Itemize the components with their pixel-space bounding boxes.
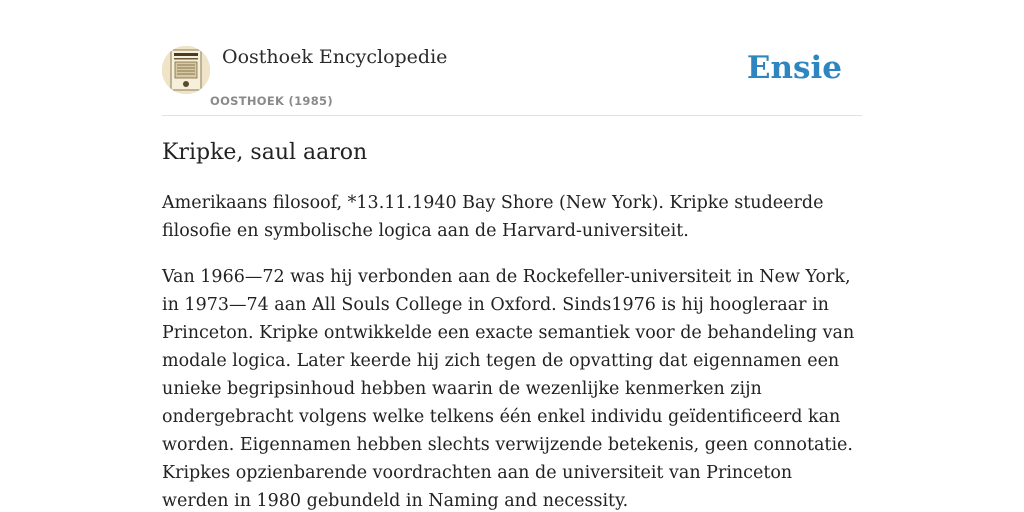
brand-logo[interactable]: Ensie <box>746 50 842 86</box>
entry-card <box>162 40 862 512</box>
source-subtitle: OOSTHOEK (1985) <box>210 94 333 108</box>
entry-header <box>162 40 862 116</box>
source-title[interactable]: Oosthoek Encyclopedie <box>222 46 448 68</box>
entry-paragraph: Van 1966—72 was hij verbonden aan de Rockefeller-universiteit in New York, in 1973—74 aan All Souls College in Oxford. Sinds1976 is hij hoogleraar in Princeton. Kripke ontwikkelde een exacte semantiek voor de behandeling van modale logica. Later keerde hij zich tegen de opvatting dat eigennamen een unieke begripsinhoud hebben waarin de wezenlijke kenmerken zijn ondergebracht volgens welke telkens één enkel individu geïdentificeerd kan worden. Eigennamen hebben slechts verwijzende betekenis, geen connotatie. Kripkes opzienbarende voordrachten aan de universiteit van Princeton werden in 1980 gebundeld in Naming and necessity. <box>162 267 855 511</box>
entry-title: Kripke, saul aaron <box>162 140 368 165</box>
entry-paragraph: Amerikaans filosoof, *13.11.1940 Bay Shore (New York). Kripke studeerde filosofie en symbolische logica aan de Harvard-universiteit. <box>162 193 824 241</box>
book-cover-icon[interactable] <box>162 46 210 94</box>
